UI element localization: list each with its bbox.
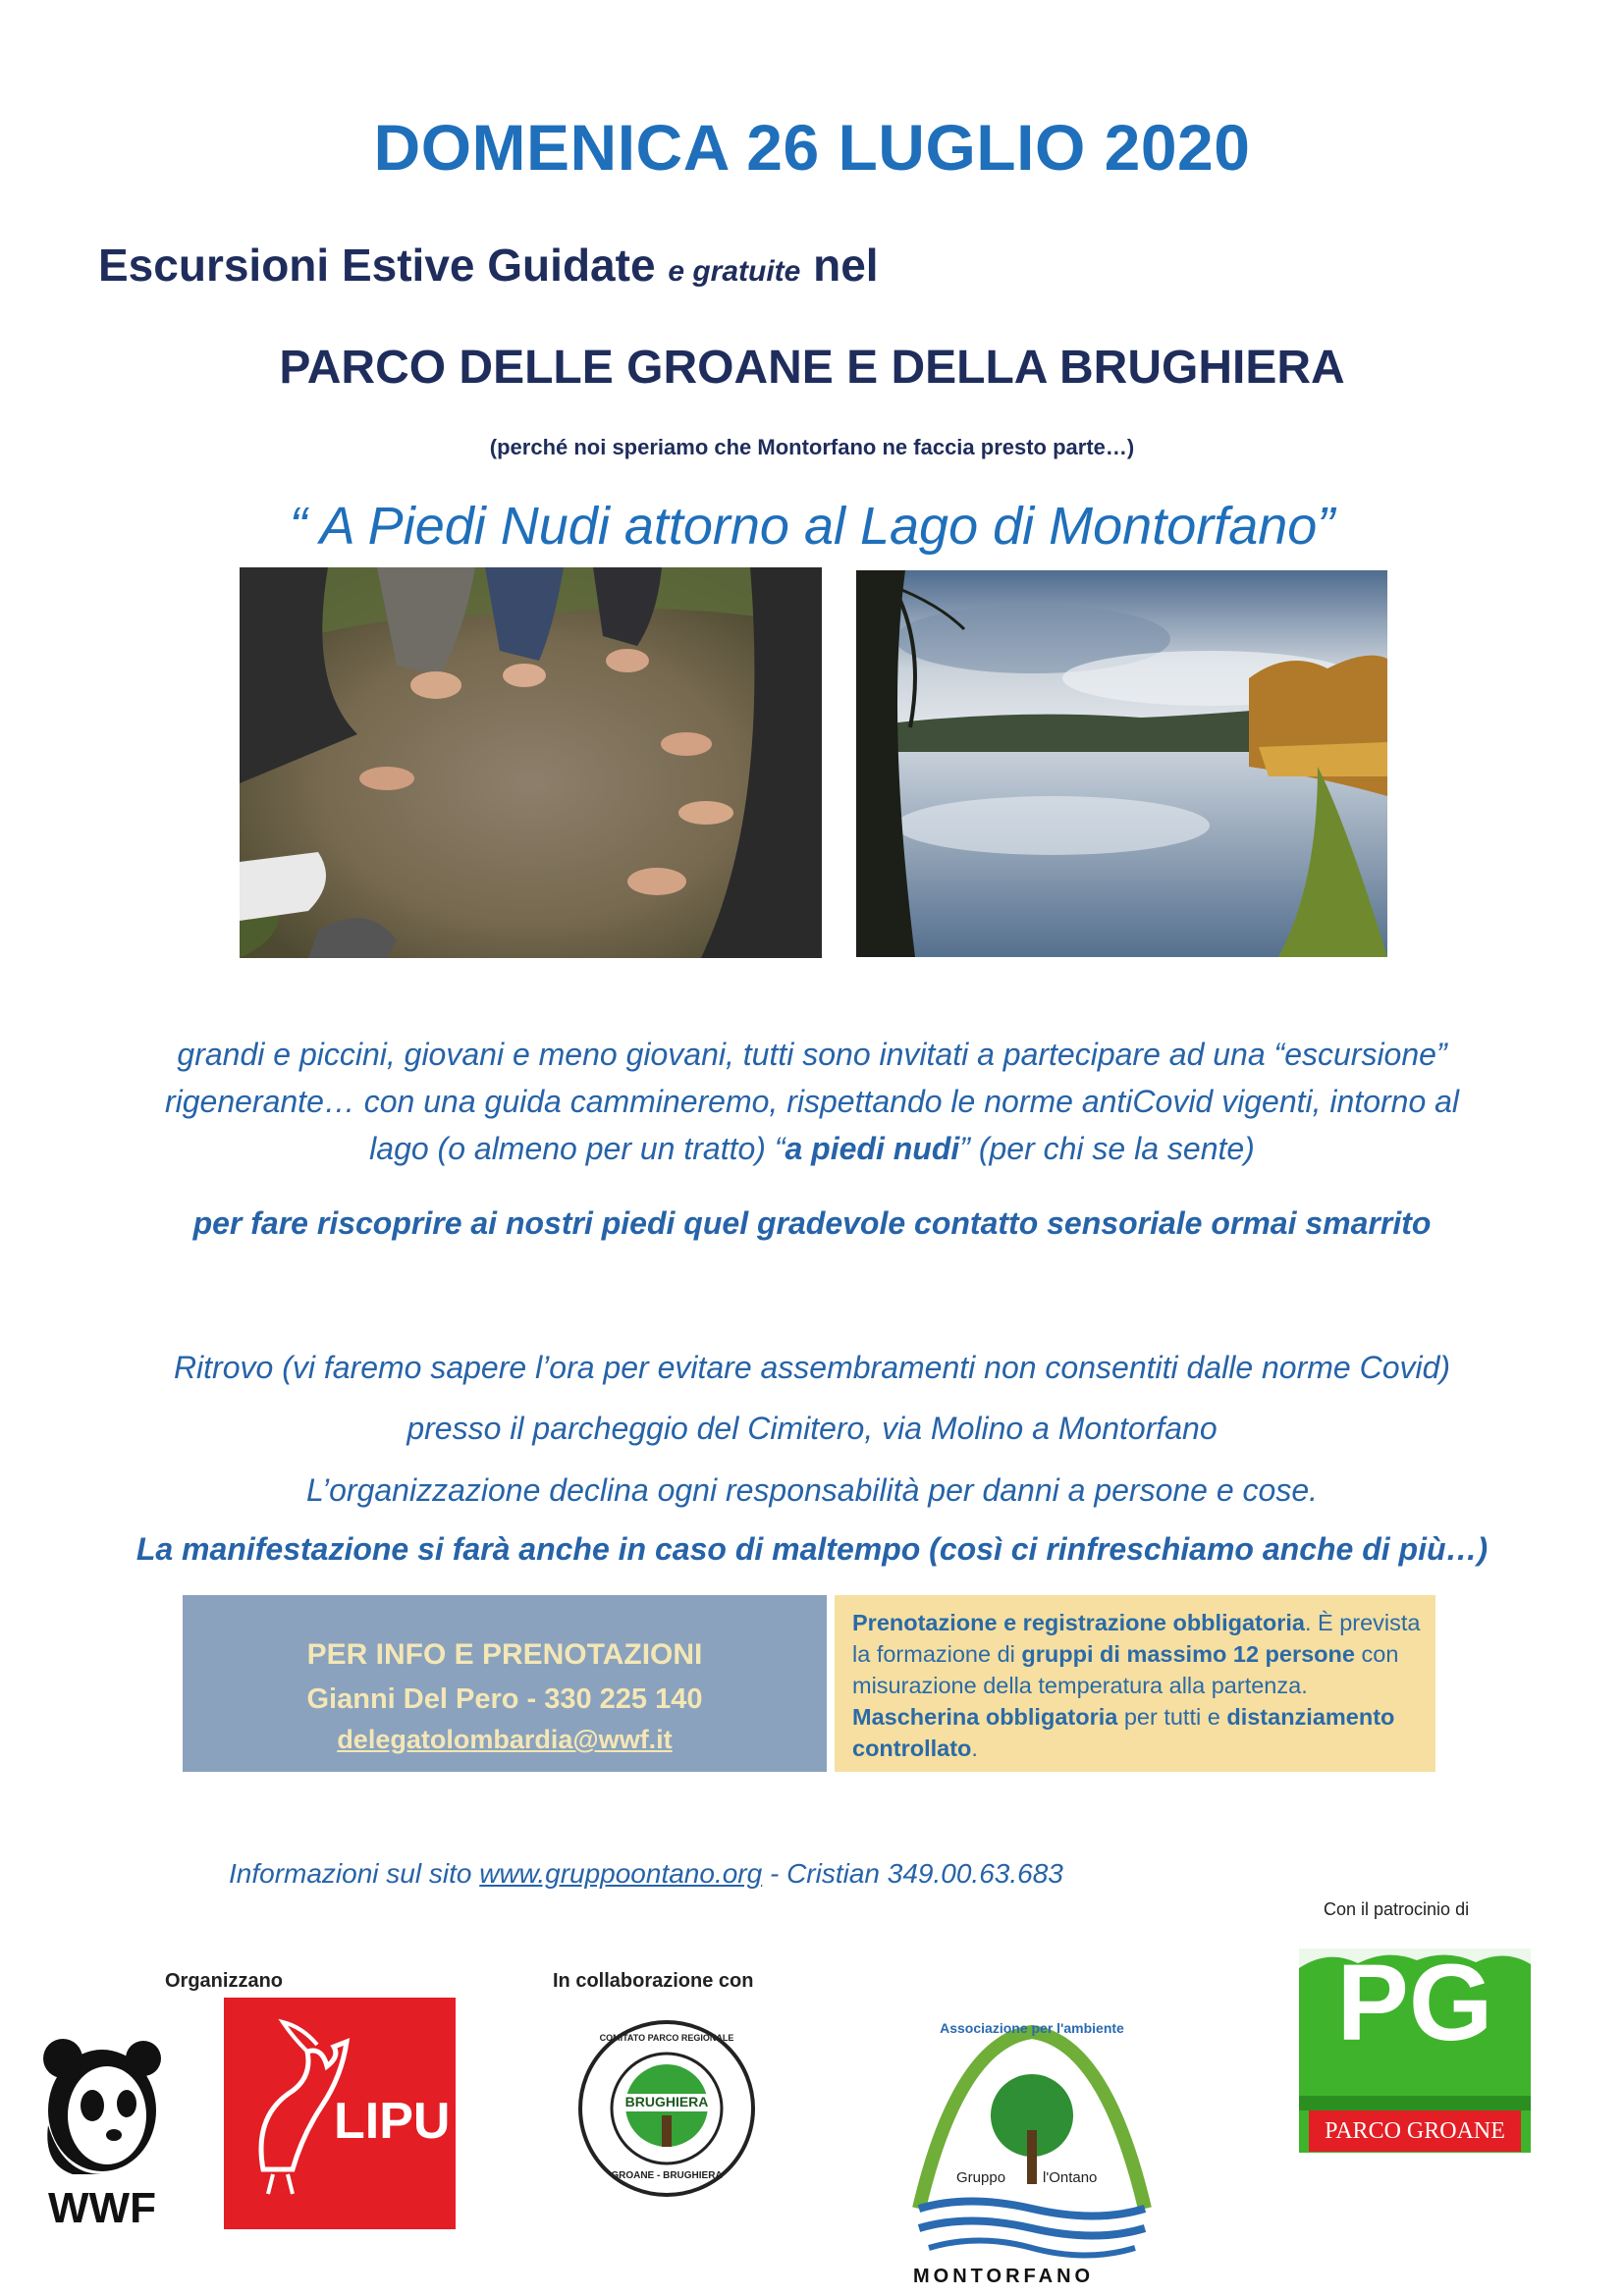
description-line-3 — [0, 1125, 1624, 1172]
ontano-right: l'Ontano — [1043, 2169, 1098, 2186]
patronage-label: Con il patrocinio di — [1324, 1899, 1470, 1919]
park-note: (perché noi speriamo che Montorfano ne faccia presto parte…) — [489, 435, 1135, 459]
notice-box — [835, 1595, 1435, 1772]
pg-letters: PG — [1336, 1943, 1493, 2063]
website-post: - Cristian 349.00.63.683 — [762, 1858, 1063, 1889]
slogan: “ A Piedi Nudi attorno al Lago di Montorfano” — [289, 497, 1335, 556]
subtitle — [98, 239, 879, 292]
meeting-line-1: Ritrovo (vi faremo sapere l’ora per evitare assembramenti non consentiti dalle norme Covid) — [173, 1350, 1451, 1385]
organizers-label: Organizzano — [165, 1970, 284, 1992]
description-line-3-post: ” (per chi se la sente) — [959, 1131, 1255, 1166]
description-line-3-pre: lago (o almeno per un tratto) “ — [369, 1131, 785, 1166]
website-pre: Informazioni sul sito — [229, 1858, 480, 1889]
description-highlight: a piedi nudi — [785, 1131, 960, 1166]
subtitle-small: e gratuite — [668, 255, 801, 288]
description — [0, 1031, 1624, 1172]
notice-text-1: . È prevista la formazione di — [852, 1610, 1421, 1667]
notice-bold-3: Mascherina obbligatoria — [852, 1704, 1118, 1730]
disclaimer: L’organizzazione declina ogni responsabilità per danni a persone e cose. — [305, 1472, 1319, 1508]
brughiera-logo — [575, 2017, 758, 2200]
website-link[interactable]: www.gruppoontano.org — [479, 1858, 763, 1889]
info-email-link[interactable]: delegatolombardia@wwf.it — [337, 1725, 673, 1754]
pg-name: PARCO GROANE — [1309, 2110, 1521, 2152]
notice-text — [852, 1607, 1422, 1764]
notice-bold-4: distanziamento controllato — [852, 1704, 1395, 1761]
weather-note: La manifestazione si farà anche in caso di maltempo (così ci rinfreschiamo anche di più…) — [135, 1531, 1489, 1567]
montorfano-label: MONTORFANO — [913, 2266, 1095, 2287]
website-info — [229, 1858, 1063, 1890]
wwf-text: WWF — [48, 2184, 156, 2232]
lake-photo — [856, 570, 1387, 957]
tagline: per fare riscoprire ai nostri piedi quel gradevole contatto sensoriale ormai smarrito — [192, 1205, 1432, 1241]
subtitle-end: nel — [813, 240, 879, 291]
notice-bold-1: Prenotazione e registrazione obbligatoria — [852, 1610, 1305, 1635]
ontano-logo — [899, 2022, 1164, 2263]
collaboration-label: In collaborazione con — [553, 1970, 754, 1992]
wwf-logo — [33, 2037, 171, 2233]
park-name: PARCO DELLE GROANE E DELLA BRUGHIERA — [279, 342, 1345, 394]
ontano-left: Gruppo — [956, 2169, 1006, 2186]
description-line-1: grandi e piccini, giovani e meno giovani, tutti sono invitati a partecipare ad una “escursione” — [177, 1037, 1447, 1072]
notice-text-3: per tutti e — [1117, 1704, 1227, 1730]
info-title: PER INFO E PRENOTAZIONI — [306, 1638, 703, 1671]
lipu-logo — [224, 1998, 456, 2229]
parco-groane-logo — [1299, 1943, 1531, 2153]
lipu-text: LIPU — [334, 2093, 451, 2150]
info-box — [183, 1595, 827, 1772]
notice-text-2: con misurazione della temperatura alla partenza. — [852, 1641, 1399, 1698]
notice-text-4: . — [971, 1735, 978, 1761]
ontano-arc: Associazione per l'ambiente — [940, 2020, 1124, 2036]
event-date: DOMENICA 26 LUGLIO 2020 — [373, 111, 1251, 184]
brughiera-mid: BRUGHIERA — [624, 2094, 709, 2109]
info-contact: Gianni Del Pero - 330 225 140 — [306, 1683, 703, 1715]
notice-bold-2: gruppi di massimo 12 persone — [1021, 1641, 1355, 1667]
brughiera-bottom: GROANE - BRUGHIERA — [611, 2170, 723, 2181]
description-line-2: rigenerante… con una guida cammineremo, rispettando le norme antiCovid vigenti, intorno al — [164, 1084, 1460, 1119]
meeting-line-2: presso il parcheggio del Cimitero, via Molino a Montorfano — [406, 1411, 1218, 1446]
brughiera-top: COMITATO PARCO REGIONALE — [599, 2033, 734, 2043]
feet-in-circle-photo — [240, 567, 822, 958]
subtitle-main: Escursioni Estive Guidate — [98, 240, 656, 291]
